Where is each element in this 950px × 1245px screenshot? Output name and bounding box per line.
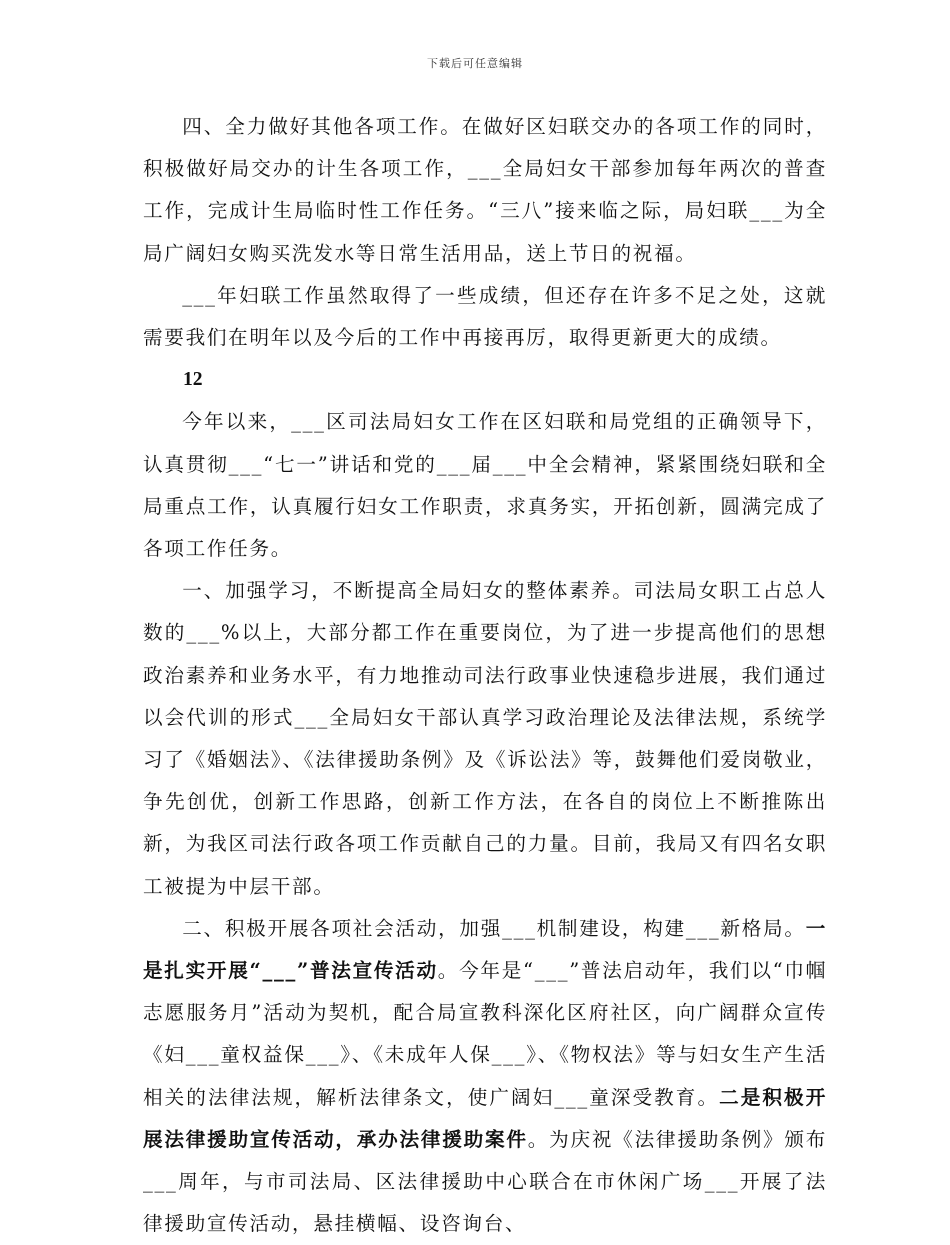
page-header: 下载后可任意编辑 <box>427 57 523 70</box>
activities-intro: 二、积极开展各项社会活动，加强___机制建设，构建___新格局。 <box>182 916 806 940</box>
paragraph-study: 一、加强学习，不断提高全局妇女的整体素养。司法局女职工占总人数的___%以上，大部分都工作在重要岗位，为了进一步提高他们的思想政治素养和业务水平，有力地推动司法行政事业快速稳步进展，我们通过以会代训的形式___全局妇女干部认真学习政治理论及法律法规，系统学习了《婚姻法》、《法律援助条例》及《诉讼法》等，鼓舞他们爱岗敬业，争先创优，创新工作思路，创新工作方法，在各自的岗位上不断推陈出新，为我区司法行政各项工作贡献自己的力量。目前，我局又有四名女职工被提为中层干部。 <box>143 579 827 898</box>
activities-bold-heading-2: 二是积极开展法律援助宣传活动，承办法律援助案件 <box>143 1085 828 1151</box>
document-body <box>143 106 827 1245</box>
paragraph-activities <box>143 908 827 1245</box>
section-number: 12 <box>183 369 203 391</box>
activities-middle: 。今年是“___”普法启动年，我们以“巾帼志愿服务月”活动为契机，配合局宣教科深化区府社区，向广阔群众宣传《妇___童权益保___》、《未成年人保___》、《物权法》等与妇女生产生活相关的法律法规，解析法律条文，使广阔妇___童深受教育。 <box>143 959 827 1109</box>
paragraph-other-work: 四、全力做好其他各项工作。在做好区妇联交办的各项工作的同时，积极做好局交办的计生各项工作，___全局妇女干部参加每年两次的普查工作，完成计生局临时性工作任务。“三八”接来临之际，局妇联___为全局广阔妇女购买洗发水等日常生活用品，送上节日的祝福。 <box>143 115 827 265</box>
paragraph-summary: ___年妇联工作虽然取得了一些成绩，但还存在许多不足之处，这就需要我们在明年以及今后的工作中再接再厉，取得更新更大的成绩。 <box>143 283 827 350</box>
activities-bold-heading-1: 一是扎实开展“___”普法宣传活动 <box>143 916 827 983</box>
activities-end: 。为庆祝《法律援助条例》颁布___周年，与市司法局、区法律援助中心联合在市休闲广场___开展了法律援助宣传活动，悬挂横幅、设咨询台、 <box>143 1127 827 1236</box>
paragraph-intro: 今年以来，___区司法局妇女工作在区妇联和局党组的正确领导下，认真贯彻___“七一”讲话和党的___届___中全会精神，紧紧围绕妇联和全局重点工作，认真履行妇女工作职责，求真务实，开拓创新，圆满完成了各项工作任务。 <box>143 410 827 561</box>
